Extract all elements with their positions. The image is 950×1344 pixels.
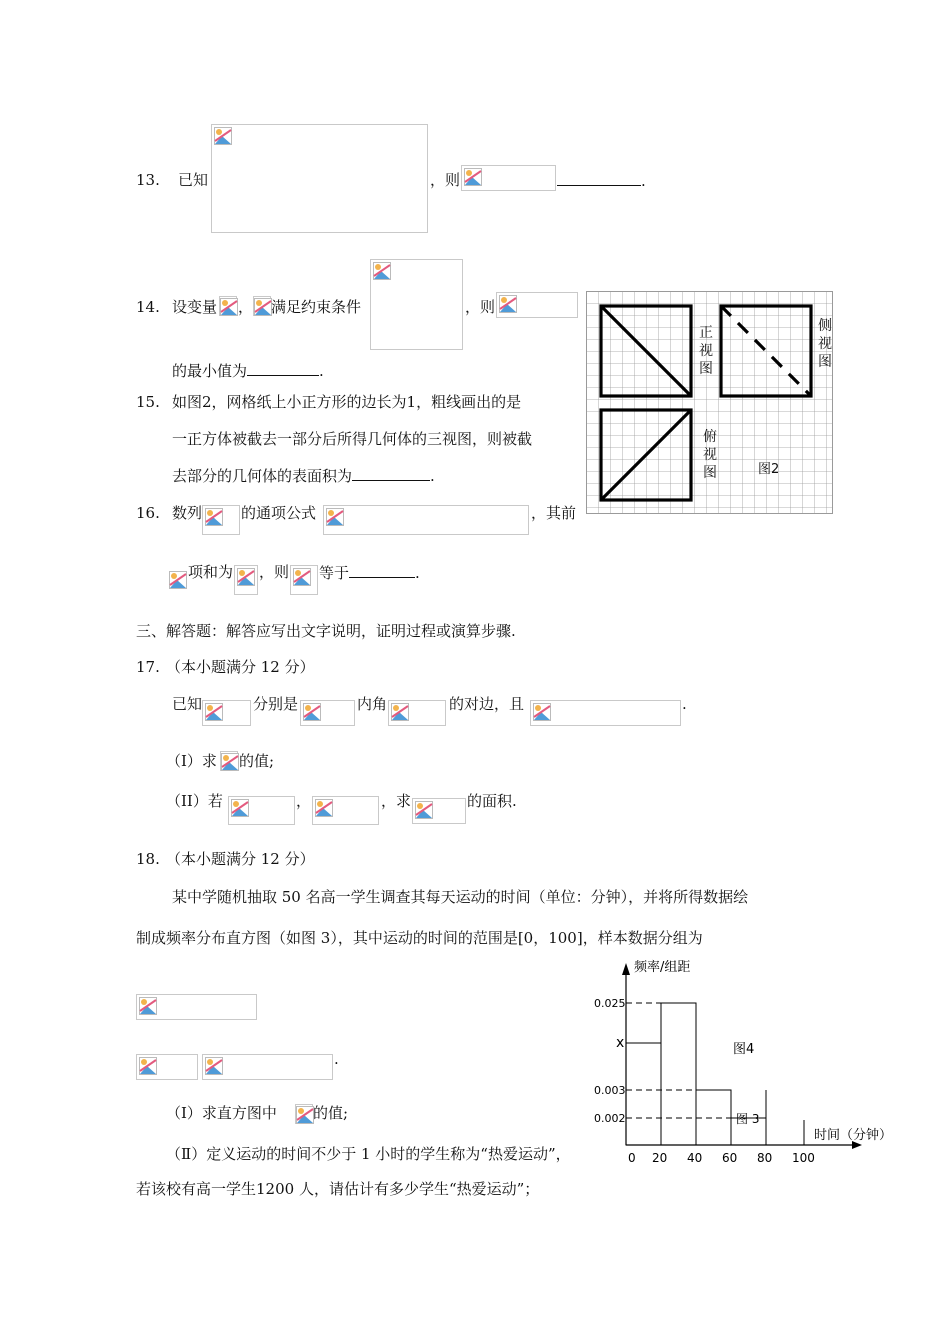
q17-part2: ， bbox=[296, 792, 312, 810]
formula-image bbox=[202, 505, 240, 535]
broken-image-icon bbox=[169, 571, 187, 589]
histogram-chart bbox=[590, 955, 890, 1170]
y-axis-arrow bbox=[622, 963, 630, 975]
broken-image-icon bbox=[221, 753, 239, 771]
q16-line2-end bbox=[319, 562, 420, 583]
q17-text: 已知 bbox=[172, 695, 203, 713]
broken-image-icon bbox=[214, 127, 232, 145]
figure-2-three-views bbox=[586, 291, 834, 515]
formula-image bbox=[211, 124, 428, 233]
period: . bbox=[682, 695, 687, 713]
q17-part2: （II）若 bbox=[166, 792, 223, 810]
q14-text: ， bbox=[238, 298, 254, 316]
y-tick-label: 0.002 bbox=[594, 1112, 626, 1125]
period: . bbox=[334, 1050, 339, 1068]
broken-image-icon bbox=[220, 298, 238, 316]
q16-text: ，其前 bbox=[531, 504, 577, 522]
y-tick-label: 0.025 bbox=[594, 997, 626, 1010]
y-tick-label: x bbox=[616, 1035, 625, 1051]
q16-text: 数列 bbox=[172, 504, 203, 522]
q13-text: ，则 bbox=[430, 171, 461, 189]
q17-number: 17. bbox=[136, 658, 160, 676]
period: . bbox=[319, 362, 324, 380]
formula-image bbox=[290, 565, 318, 595]
chart-title: 图4 bbox=[733, 1042, 755, 1057]
q17-part1: （I）求 bbox=[166, 752, 217, 770]
q13-number: 13. bbox=[136, 171, 160, 189]
q15-line1: 如图2，网格纸上小正方形的边长为1，粗线画出的是 bbox=[172, 393, 522, 411]
q15-line2: 一正方体被截去一部分后所得几何体的三视图，则被截 bbox=[172, 430, 533, 448]
broken-image-icon bbox=[373, 262, 391, 280]
formula-image bbox=[370, 259, 463, 350]
broken-image-icon bbox=[205, 703, 223, 721]
broken-image-icon bbox=[237, 568, 255, 586]
q16-text: 项和为 bbox=[188, 563, 234, 581]
q15-line3: 去部分的几何体的表面积为 bbox=[172, 467, 353, 485]
broken-image-icon bbox=[205, 508, 223, 526]
q17-part2: ，求 bbox=[381, 792, 412, 810]
formula-image bbox=[220, 751, 238, 771]
y-tick-label: 0.003 bbox=[594, 1084, 626, 1097]
x-tick-label: 0 bbox=[628, 1151, 636, 1165]
broken-image-icon bbox=[231, 799, 249, 817]
formula-image bbox=[312, 796, 379, 825]
q16-number: 16. bbox=[136, 504, 160, 522]
q18-part1: （Ⅰ）求直方图中 bbox=[166, 1104, 277, 1122]
q17-score: （本小题满分 12 分） bbox=[166, 658, 315, 676]
q18-part1: 的值; bbox=[313, 1104, 349, 1122]
q16-text: 等于 bbox=[319, 564, 350, 582]
histogram-bar bbox=[661, 1003, 696, 1145]
q13-answer-blank bbox=[557, 170, 646, 191]
x-tick-label: 80 bbox=[757, 1151, 773, 1165]
q14-text: 设变量 bbox=[172, 298, 218, 316]
side-view-label: 侧视图 bbox=[818, 318, 832, 370]
q17-part1: 的值; bbox=[239, 752, 275, 770]
broken-image-icon bbox=[205, 1057, 223, 1075]
formula-image bbox=[300, 700, 355, 726]
q16-text: ，则 bbox=[259, 563, 290, 581]
q18-part2: （Ⅱ）定义运动的时间不少于 1 小时的学生称为“热爱运动”， bbox=[166, 1145, 571, 1163]
period: . bbox=[641, 172, 646, 190]
formula-image bbox=[295, 1104, 313, 1124]
q17-text: 内角 bbox=[357, 695, 388, 713]
figure-caption: 图 3 bbox=[736, 1112, 760, 1126]
broken-image-icon bbox=[391, 703, 409, 721]
q14-text: 的最小值为 bbox=[172, 362, 248, 380]
x-tick-label: 100 bbox=[792, 1151, 815, 1165]
q16-text: 的通项公式 bbox=[241, 504, 317, 522]
broken-image-icon bbox=[303, 703, 321, 721]
formula-image bbox=[234, 565, 258, 595]
q15-number: 15. bbox=[136, 393, 160, 411]
formula-image bbox=[219, 296, 237, 316]
q14-text: 满足约束条件 bbox=[271, 298, 362, 316]
formula-image bbox=[388, 700, 446, 726]
formula-image bbox=[136, 1054, 198, 1080]
broken-image-icon bbox=[139, 1057, 157, 1075]
figure-2-label: 图2 bbox=[758, 462, 780, 477]
front-view-label: 正视图 bbox=[699, 325, 713, 377]
x-tick-label: 60 bbox=[722, 1151, 738, 1165]
y-axis-label: 频率/组距 bbox=[634, 960, 691, 975]
broken-image-icon bbox=[296, 1106, 314, 1124]
formula-image bbox=[461, 165, 556, 191]
histogram-bar bbox=[626, 1043, 661, 1145]
q17-text: 分别是 bbox=[253, 695, 299, 713]
formula-image bbox=[530, 700, 681, 726]
q18-part2-cont: 若该校有高一学生1200 人，请估计有多少学生“热爱运动”； bbox=[136, 1180, 540, 1198]
histogram-figure bbox=[590, 955, 890, 1170]
broken-image-icon bbox=[139, 997, 157, 1015]
broken-image-icon bbox=[415, 801, 433, 819]
formula-image bbox=[323, 505, 529, 535]
broken-image-icon bbox=[326, 508, 344, 526]
q14-number: 14. bbox=[136, 298, 160, 316]
formula-image bbox=[136, 994, 257, 1020]
q14-line2 bbox=[172, 360, 324, 381]
formula-image bbox=[169, 568, 187, 590]
period: . bbox=[430, 467, 435, 485]
x-tick-label: 40 bbox=[687, 1151, 703, 1165]
formula-image bbox=[202, 1054, 333, 1080]
broken-image-icon bbox=[293, 568, 311, 586]
q15-line3-wrap bbox=[172, 465, 435, 486]
x-tick-label: 20 bbox=[652, 1151, 668, 1165]
formula-image bbox=[253, 296, 271, 316]
q18-line1: 某中学随机抽取 50 名高一学生调查其每天运动的时间（单位：分钟），并将所得数据绘 bbox=[172, 888, 749, 906]
broken-image-icon bbox=[464, 168, 482, 186]
q18-number: 18. bbox=[136, 850, 160, 868]
broken-image-icon bbox=[499, 295, 517, 313]
section-3-heading: 三、解答题：解答应写出文字说明，证明过程或演算步骤. bbox=[136, 622, 516, 640]
formula-image bbox=[228, 796, 295, 825]
q17-text: 的对边，且 bbox=[449, 695, 525, 713]
q14-text: ，则 bbox=[465, 298, 496, 316]
broken-image-icon bbox=[254, 298, 272, 316]
q13-text: 已知 bbox=[178, 171, 209, 189]
formula-image bbox=[496, 292, 578, 318]
broken-image-icon bbox=[315, 799, 333, 817]
top-view-label: 俯视图 bbox=[703, 429, 717, 481]
broken-image-icon bbox=[533, 703, 551, 721]
formula-image bbox=[412, 798, 466, 824]
x-axis-label: 时间（分钟） bbox=[814, 1128, 890, 1143]
period: . bbox=[415, 564, 420, 582]
q18-score: （本小题满分 12 分） bbox=[166, 850, 315, 868]
q17-part2: 的面积. bbox=[467, 792, 517, 810]
q18-line2: 制成频率分布直方图（如图 3），其中运动的时间的范围是[0，100]，样本数据分组为 bbox=[136, 929, 703, 947]
formula-image bbox=[202, 700, 251, 726]
